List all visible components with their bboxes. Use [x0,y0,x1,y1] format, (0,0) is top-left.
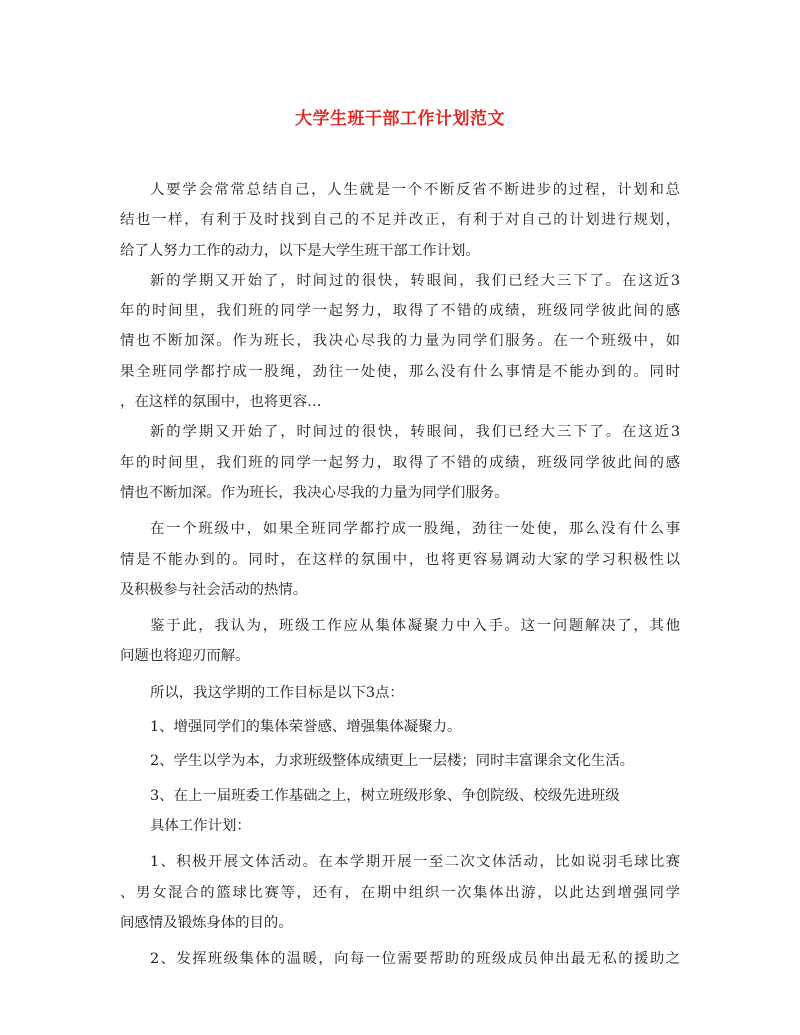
paragraph-line: 、男女混合的篮球比赛等，还有，在期中组织一次集体出游，以此达到增强同学 [120,884,680,901]
paragraph-line: 情是不能办到的。同时，在这样的氛围中，也将更容易调动大家的学习积极性以 [120,551,680,568]
list-item: 2、发挥班级集体的温暖，向每一位需要帮助的班级成员伸出最无私的援助之 [150,951,680,968]
list-item: 2、学生以学为本，力求班级整体成绩更上一层楼；同时丰富课余文化生活。 [150,753,635,770]
paragraph-line: 情也不断加深。作为班长，我决心尽我的力量为同学们服务。在一个班级中，如 [120,333,680,350]
paragraph-line: 新的学期又开始了，时间过的很快，转眼间，我们已经大三下了。在这近3 [150,424,680,441]
paragraph-line: 年的时间里，我们班的同学一起努力，取得了不错的成绩，班级同学彼此间的感 [120,303,680,320]
paragraph-line: 在一个班级中，如果全班同学都拧成一股绳，劲往一处使，那么没有什么事 [150,521,680,538]
list-item: 3、在上一届班委工作基础之上，树立班级形象、争创院级、校级先进班级 [150,787,620,804]
section-heading: 具体工作计划： [150,817,251,834]
paragraph-line: 人要学会常常总结自己，人生就是一个不断反省不断进步的过程，计划和总 [150,182,680,198]
paragraph-line: ，在这样的氛围中，也将更容… [120,394,322,411]
paragraph-line: 鉴于此，我认为，班级工作应从集体凝聚力中入手。这一问题解决了，其他 [150,618,680,635]
paragraph-line: 给了人努力工作的动力，以下是大学生班干部工作计划。 [120,242,480,259]
document-body [120,175,680,974]
paragraph-line: 年的时间里，我们班的同学一起努力，取得了不错的成绩，班级同学彼此间的感 [120,454,680,471]
paragraph-line: 所以，我这学期的工作目标是以下3点： [150,684,404,701]
paragraph-line: 问题也将迎刃而解。 [120,648,250,665]
paragraph-line: 情也不断加深。作为班长，我决心尽我的力量为同学们服务。 [120,484,509,501]
document-title: 大学生班干部工作计划范文 [295,109,505,129]
paragraph-line: 新的学期又开始了，时间过的很快，转眼间，我们已经大三下了。在这近3 [150,272,680,289]
list-item: 1、增强同学们的集体荣誉感、增强集体凝聚力。 [150,719,462,736]
list-item: 1、积极开展文体活动。在本学期开展一至二次文体活动，比如说羽毛球比赛 [150,854,680,871]
paragraph-line: 及积极参与社会活动的热情。 [120,581,308,598]
paragraph-line: 间感情及锻炼身体的目的。 [120,914,293,931]
paragraph-line: 结也一样，有利于及时找到自己的不足并改正，有利于对自己的计划进行规划， [120,212,680,229]
paragraph-line: 果全班同学都拧成一股绳，劲往一处使，那么没有什么事情是不能办到的。同时 [120,363,680,380]
